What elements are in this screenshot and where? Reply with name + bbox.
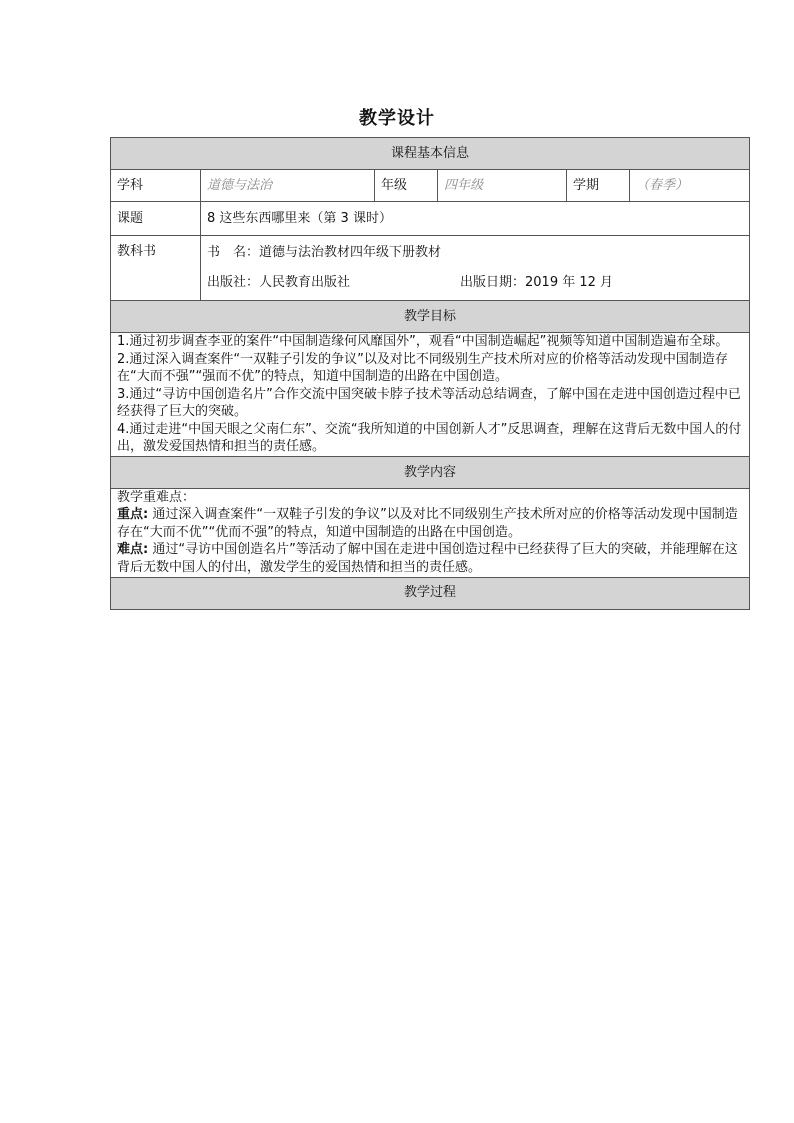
subject-row (111, 170, 750, 202)
objective-item: 2.通过深入调查案件“一双鞋子引发的争议”以及对比不同级别生产技术所对应的价格等活动发现中国制造存在“大而不强”“强而不优”的特点，知道中国制造的出路在中国创造。 (117, 351, 728, 385)
textbook-row (111, 236, 750, 301)
lesson-plan-table (110, 137, 750, 610)
difficult-point-text: 通过“寻访中国创造名片”等活动了解中国在走进中国创造过程中已经获得了巨大的突破，并能理解在这背后无数中国人的付出，激发学生的爱国热情和担当的责任感。 (117, 542, 738, 576)
term-value: （春季） (630, 170, 750, 202)
topic-label: 课题 (111, 202, 201, 236)
objectives-row (111, 333, 750, 457)
difficult-point-label: 难点: (117, 542, 149, 558)
objective-item: 3.通过“寻访中国创造名片”合作交流中国突破卡脖子技术等活动总结调查，了解中国在走进中国创造过程中已经获得了巨大的突破。 (117, 386, 741, 420)
publisher: 出版社：人民教育出版社 (207, 275, 351, 291)
textbook-info (201, 236, 750, 301)
section-content: 教学内容 (111, 456, 750, 488)
difficult-point (117, 541, 743, 576)
publication-date: 出版日期：2019 年 12 月 (460, 275, 614, 291)
section-objectives: 教学目标 (111, 301, 750, 333)
book-name: 书 名：道德与法治教材四年级下册教材 (207, 245, 442, 261)
subject-value: 道德与法治 (201, 170, 375, 202)
objective-item: 4.通过走进“中国天眼之父南仁东”、交流“我所知道的中国创新人才”反思调查，理解在这背后无数中国人的付出，激发爱国热情和担当的责任感。 (117, 421, 742, 455)
key-point-label: 重点: (117, 507, 149, 523)
topic-row (111, 202, 750, 236)
publication-line (207, 268, 743, 298)
objectives-list (111, 333, 750, 457)
section-header-row (111, 138, 750, 170)
key-point (117, 506, 743, 541)
term-label: 学期 (567, 170, 630, 202)
section-header-row (111, 456, 750, 488)
section-basic-info: 课程基本信息 (111, 138, 750, 170)
document-title: 教学设计 (359, 108, 435, 129)
objective-item: 1.通过初步调查李亚的案件“中国制造缘何风靡国外”，观看“中国制造崛起”视频等知道中国制造遍布全球。 (117, 334, 729, 349)
content-row (111, 488, 750, 577)
topic-value: 8 这些东西哪里来（第 3 课时） (201, 202, 750, 236)
textbook-label: 教科书 (111, 236, 201, 301)
section-header-row (111, 301, 750, 333)
grade-label: 年级 (375, 170, 438, 202)
grade-value: 四年级 (438, 170, 567, 202)
content-heading: 教学重难点： (117, 489, 196, 505)
subject-label: 学科 (111, 170, 201, 202)
section-process: 教学过程 (111, 577, 750, 609)
content-body (111, 488, 750, 577)
section-header-row (111, 577, 750, 609)
key-point-text: 通过深入调查案件“一双鞋子引发的争议”以及对比不同级别生产技术所对应的价格等活动发现中国制造存在“大而不优”“优而不强”的特点，知道中国制造的出路在中国创造。 (117, 507, 738, 540)
